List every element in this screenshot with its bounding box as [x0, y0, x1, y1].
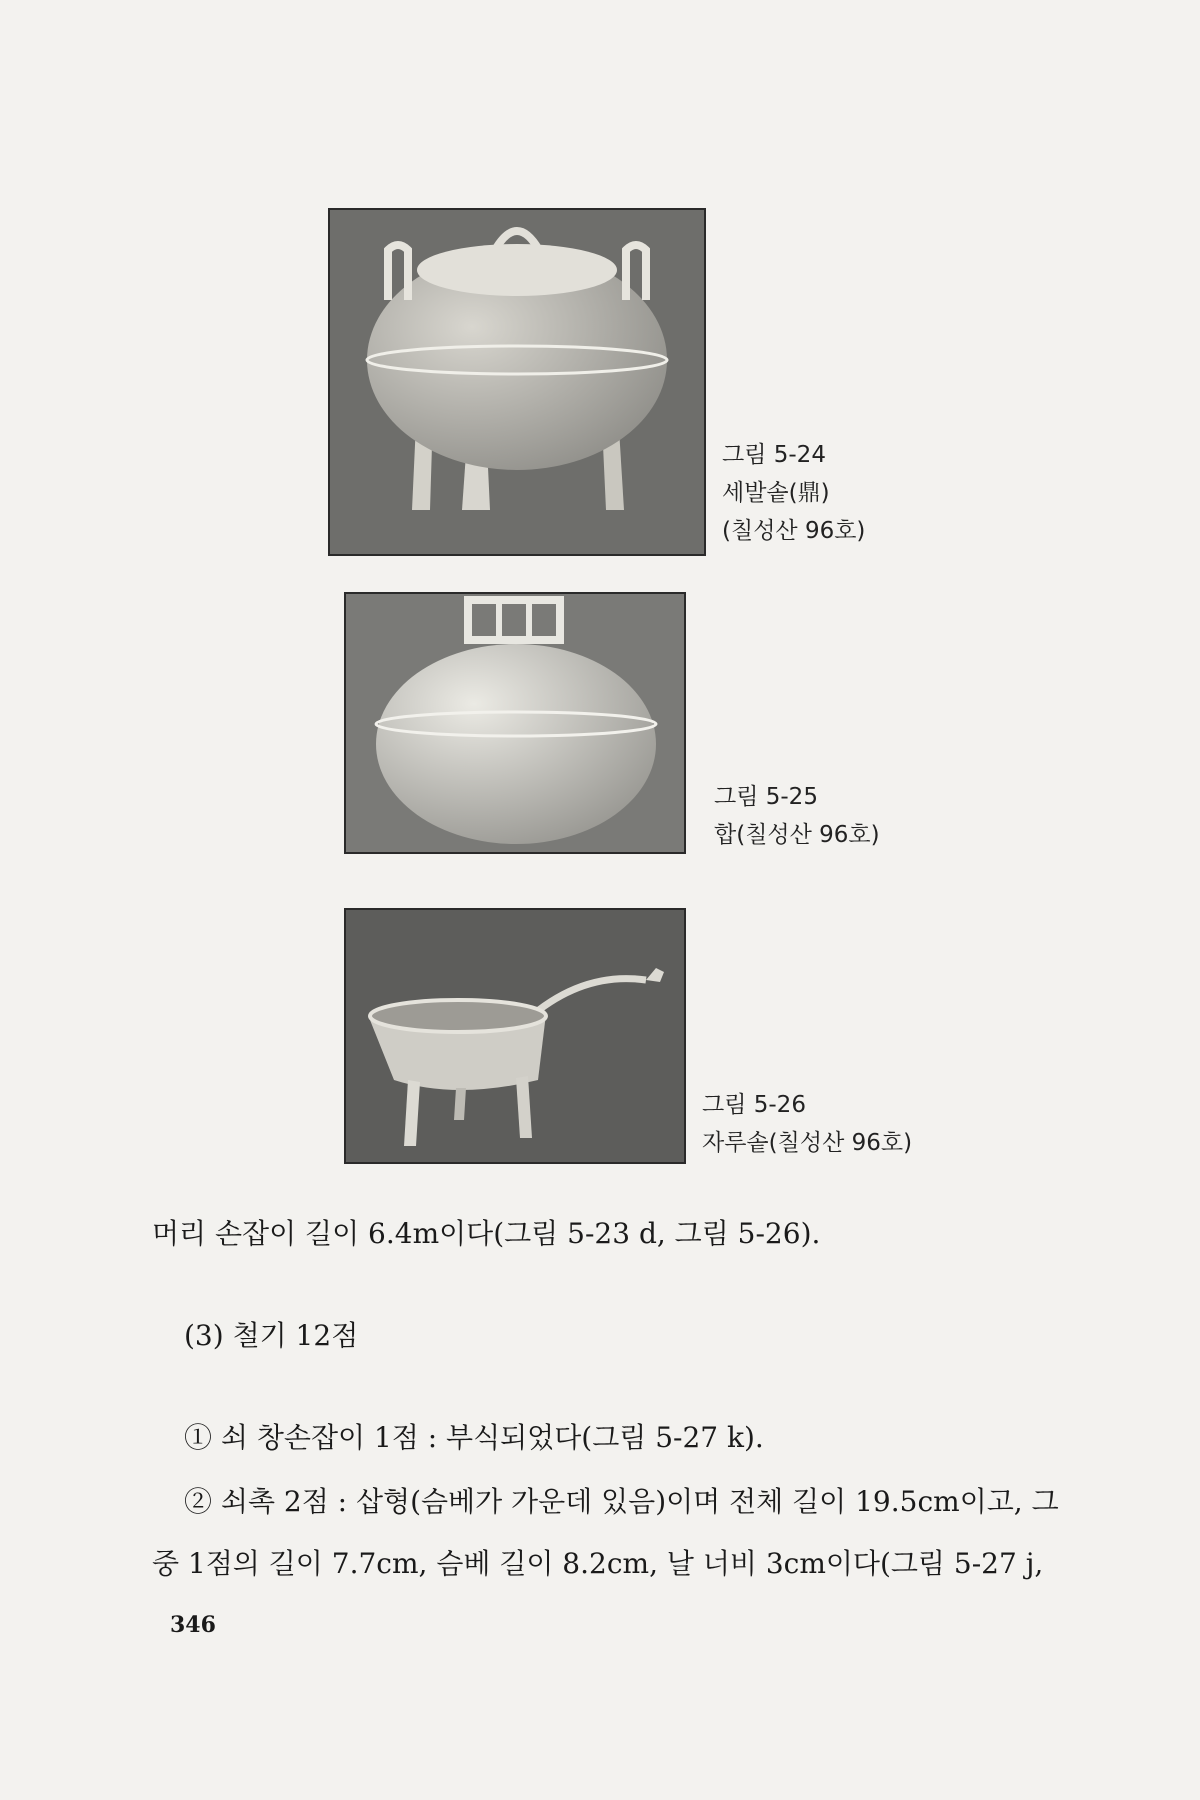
figure-5-25-description: 합(칠성산 96호): [714, 822, 880, 848]
lidded-bowl-image: [346, 594, 684, 852]
page-number: 346: [170, 1612, 216, 1638]
item-2-arrowhead-line-1: ② 쇠촉 2점 : 삽형(슴베가 가운데 있음)이며 전체 길이 19.5cm이고, 그: [184, 1485, 1059, 1518]
figure-5-26-description: 자루솥(칠성산 96호): [702, 1130, 913, 1156]
figure-5-26-caption: [702, 1086, 912, 1162]
figure-5-25-label: 그림 5-25: [714, 784, 818, 810]
body-text-line-1: 머리 손잡이 길이 6.4m이다(그림 5-23 d, 그림 5-26).: [152, 1217, 821, 1250]
figure-tripod-cauldron-photo: [328, 208, 706, 556]
figure-handled-pan-photo: [344, 908, 686, 1164]
figure-5-24-label: 그림 5-24: [722, 442, 826, 468]
item-1-spear-handle: ① 쇠 창손잡이 1점 : 부식되었다(그림 5-27 k).: [184, 1421, 764, 1454]
figure-5-25-caption: [714, 778, 880, 854]
figure-5-26-label: 그림 5-26: [702, 1092, 806, 1118]
figure-lidded-bowl-photo: [344, 592, 686, 854]
figure-5-24-caption: [722, 436, 865, 550]
item-2-arrowhead-line-2: 중 1점의 길이 7.7cm, 슴베 길이 8.2cm, 날 너비 3cm이다(그림 5-27 j,: [152, 1547, 1044, 1580]
figure-5-24-description: 세발솥(鼎): [722, 480, 830, 506]
handled-pan-image: [346, 910, 684, 1162]
figure-5-24-site: (칠성산 96호): [722, 518, 866, 544]
tripod-cauldron-image: [330, 210, 704, 554]
section-heading: (3) 철기 12점: [184, 1319, 359, 1352]
